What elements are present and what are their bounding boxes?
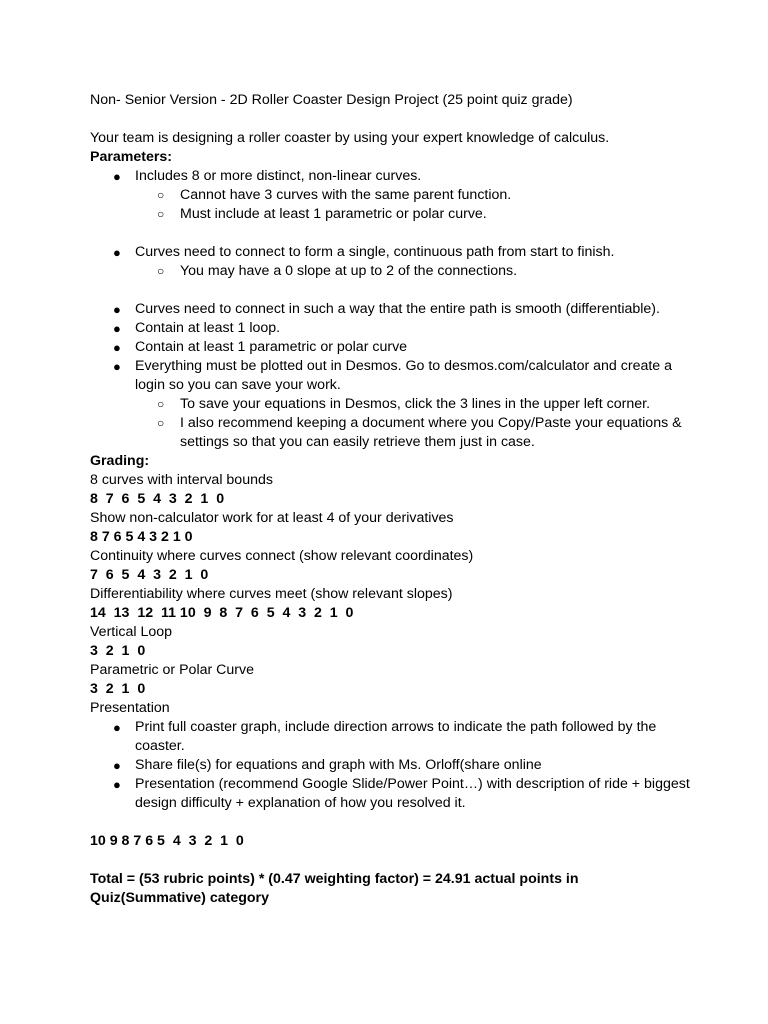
parameters-heading: Parameters: (90, 149, 173, 165)
bullet-circle: ○ (157, 397, 165, 411)
criterion-label: Show non-calculator work for at least 4 of your derivatives (90, 510, 454, 526)
list-item: ● Contain at least 1 parametric or polar curve (113, 339, 408, 355)
criterion-scale: 3 2 1 0 (90, 643, 146, 659)
total-statement: Total = (53 rubric points) * (0.47 weighting factor) = 24.91 actual points in Quiz(Summative) category (90, 871, 579, 906)
criterion-scale: 8 7 6 5 4 3 2 1 0 (90, 529, 193, 545)
list-item: ○ Cannot have 3 curves with the same parent function. (157, 187, 512, 203)
bullet-circle: ○ (157, 264, 165, 278)
criterion-scale: 7 6 5 4 3 2 1 0 (90, 567, 209, 583)
bullet-dot: ● (113, 777, 121, 792)
presentation-list (90, 718, 700, 813)
bullet-dot: ● (113, 245, 121, 260)
list-item: ○ Must include at least 1 parametric or polar curve. (157, 206, 487, 222)
bullet-circle: ○ (157, 416, 165, 430)
criterion-label: Parametric or Polar Curve (90, 662, 254, 678)
parameters-list (90, 167, 700, 224)
list-item: ● Print full coaster graph, include direction arrows to indicate the path followed by the coaster. (113, 719, 657, 754)
bullet-dot: ● (113, 720, 121, 735)
criterion-scale: 3 2 1 0 (90, 681, 146, 697)
list-item: ○ I also recommend keeping a document where you Copy/Paste your equations & settings so that you can easily retrieve them just in case. (157, 415, 682, 450)
bullet-dot: ● (113, 169, 121, 184)
bullet-dot: ● (113, 359, 121, 374)
list-item: ○ You may have a 0 slope at up to 2 of the connections. (157, 263, 518, 279)
criterion-label: Continuity where curves connect (show relevant coordinates) (90, 548, 474, 564)
criterion-label: Vertical Loop (90, 624, 173, 640)
criterion-scale: 14 13 12 11 10 9 8 7 6 5 4 3 2 1 0 (90, 605, 354, 621)
criterion-label: 8 curves with interval bounds (90, 472, 273, 488)
document-title: Non- Senior Version - 2D Roller Coaster Design Project (25 point quiz grade) (90, 92, 573, 108)
spacer (90, 224, 700, 243)
spacer (90, 813, 700, 832)
spacer (90, 281, 700, 300)
list-item: ● Presentation (recommend Google Slide/Power Point…) with description of ride + biggest design difficulty + explanation of how you resolved it. (113, 776, 690, 811)
list-item: ● Contain at least 1 loop. (113, 320, 281, 336)
grading-heading: Grading: (90, 453, 150, 469)
list-item: ○ To save your equations in Desmos, click the 3 lines in the upper left corner. (157, 396, 651, 412)
list-item: ● Includes 8 or more distinct, non-linear curves. (113, 168, 422, 184)
document-body (90, 91, 700, 908)
bullet-dot: ● (113, 340, 121, 355)
criterion-label: Differentiability where curves meet (show relevant slopes) (90, 586, 453, 602)
presentation-scale: 10 9 8 7 6 5 4 3 2 1 0 (90, 833, 244, 849)
list-item: ● Share file(s) for equations and graph with Ms. Orloff(share online (113, 757, 542, 773)
list-item: ● Curves need to connect to form a single, continuous path from start to finish. (113, 244, 615, 260)
presentation-label: Presentation (90, 700, 170, 716)
bullet-dot: ● (113, 302, 121, 317)
bullet-circle: ○ (157, 188, 165, 202)
list-item: ● Curves need to connect in such a way that the entire path is smooth (differentiable). (113, 301, 660, 317)
bullet-dot: ● (113, 758, 121, 773)
spacer (90, 851, 700, 870)
parameters-list (90, 300, 700, 452)
bullet-circle: ○ (157, 207, 165, 221)
list-item: ● Everything must be plotted out in Desmos. Go to desmos.com/calculator and create a login so you can save your work. (113, 358, 673, 393)
bullet-dot: ● (113, 321, 121, 336)
intro-text: Your team is designing a roller coaster by using your expert knowledge of calculus. (90, 130, 610, 146)
criterion-scale: 8 7 6 5 4 3 2 1 0 (90, 491, 225, 507)
parameters-list (90, 243, 700, 281)
